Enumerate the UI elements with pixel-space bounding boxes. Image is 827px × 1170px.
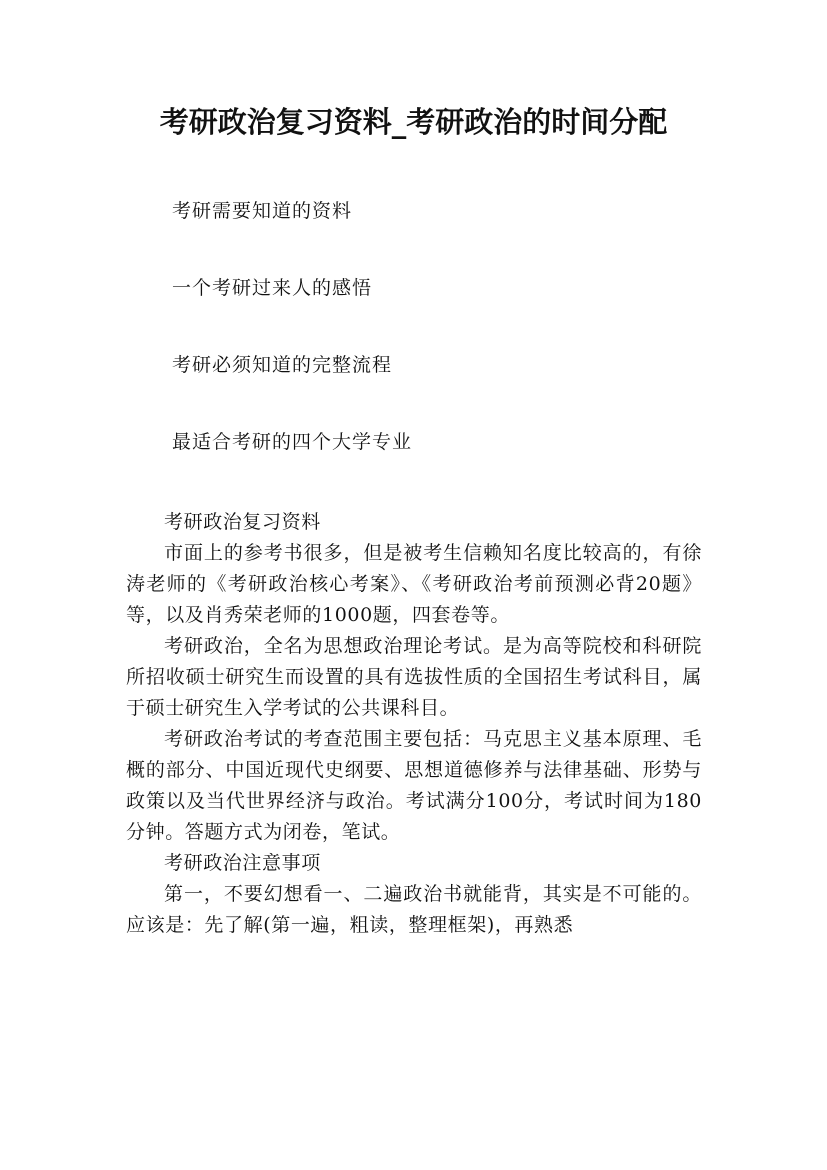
section-heading: 考研政治复习资料 <box>164 511 321 533</box>
related-links <box>172 194 732 502</box>
related-link[interactable]: 最适合考研的四个大学专业 <box>172 431 413 453</box>
document-body <box>126 507 702 941</box>
section-heading: 考研政治注意事项 <box>164 852 321 874</box>
related-link[interactable]: 考研需要知道的资料 <box>172 200 353 222</box>
paragraph: 第一，不要幻想看一、二遍政治书就能背，其实是不可能的。应该是：先了解(第一遍，粗读，整理框架)，再熟悉 <box>126 883 702 936</box>
related-link[interactable]: 考研必须知道的完整流程 <box>172 354 393 376</box>
document-title: 考研政治复习资料_考研政治的时间分配 <box>159 105 668 139</box>
related-link[interactable]: 一个考研过来人的感悟 <box>172 277 373 299</box>
paragraph: 考研政治考试的考查范围主要包括：马克思主义基本原理、毛概的部分、中国近现代史纲要、思想道德修养与法律基础、形势与政策以及当代世界经济与政治。考试满分100分，考试时间为180分钟。答题方式为闭卷，笔试。 <box>126 728 702 843</box>
paragraph: 市面上的参考书很多，但是被考生信赖知名度比较高的，有徐涛老师的《考研政治核心考案》、《考研政治考前预测必背20题》等，以及肖秀荣老师的1000题，四套卷等。 <box>126 542 702 626</box>
paragraph: 考研政治，全名为思想政治理论考试。是为高等院校和科研院所招收硕士研究生而设置的具有选拔性质的全国招生考试科目，属于硕士研究生入学考试的公共课科目。 <box>126 635 702 719</box>
